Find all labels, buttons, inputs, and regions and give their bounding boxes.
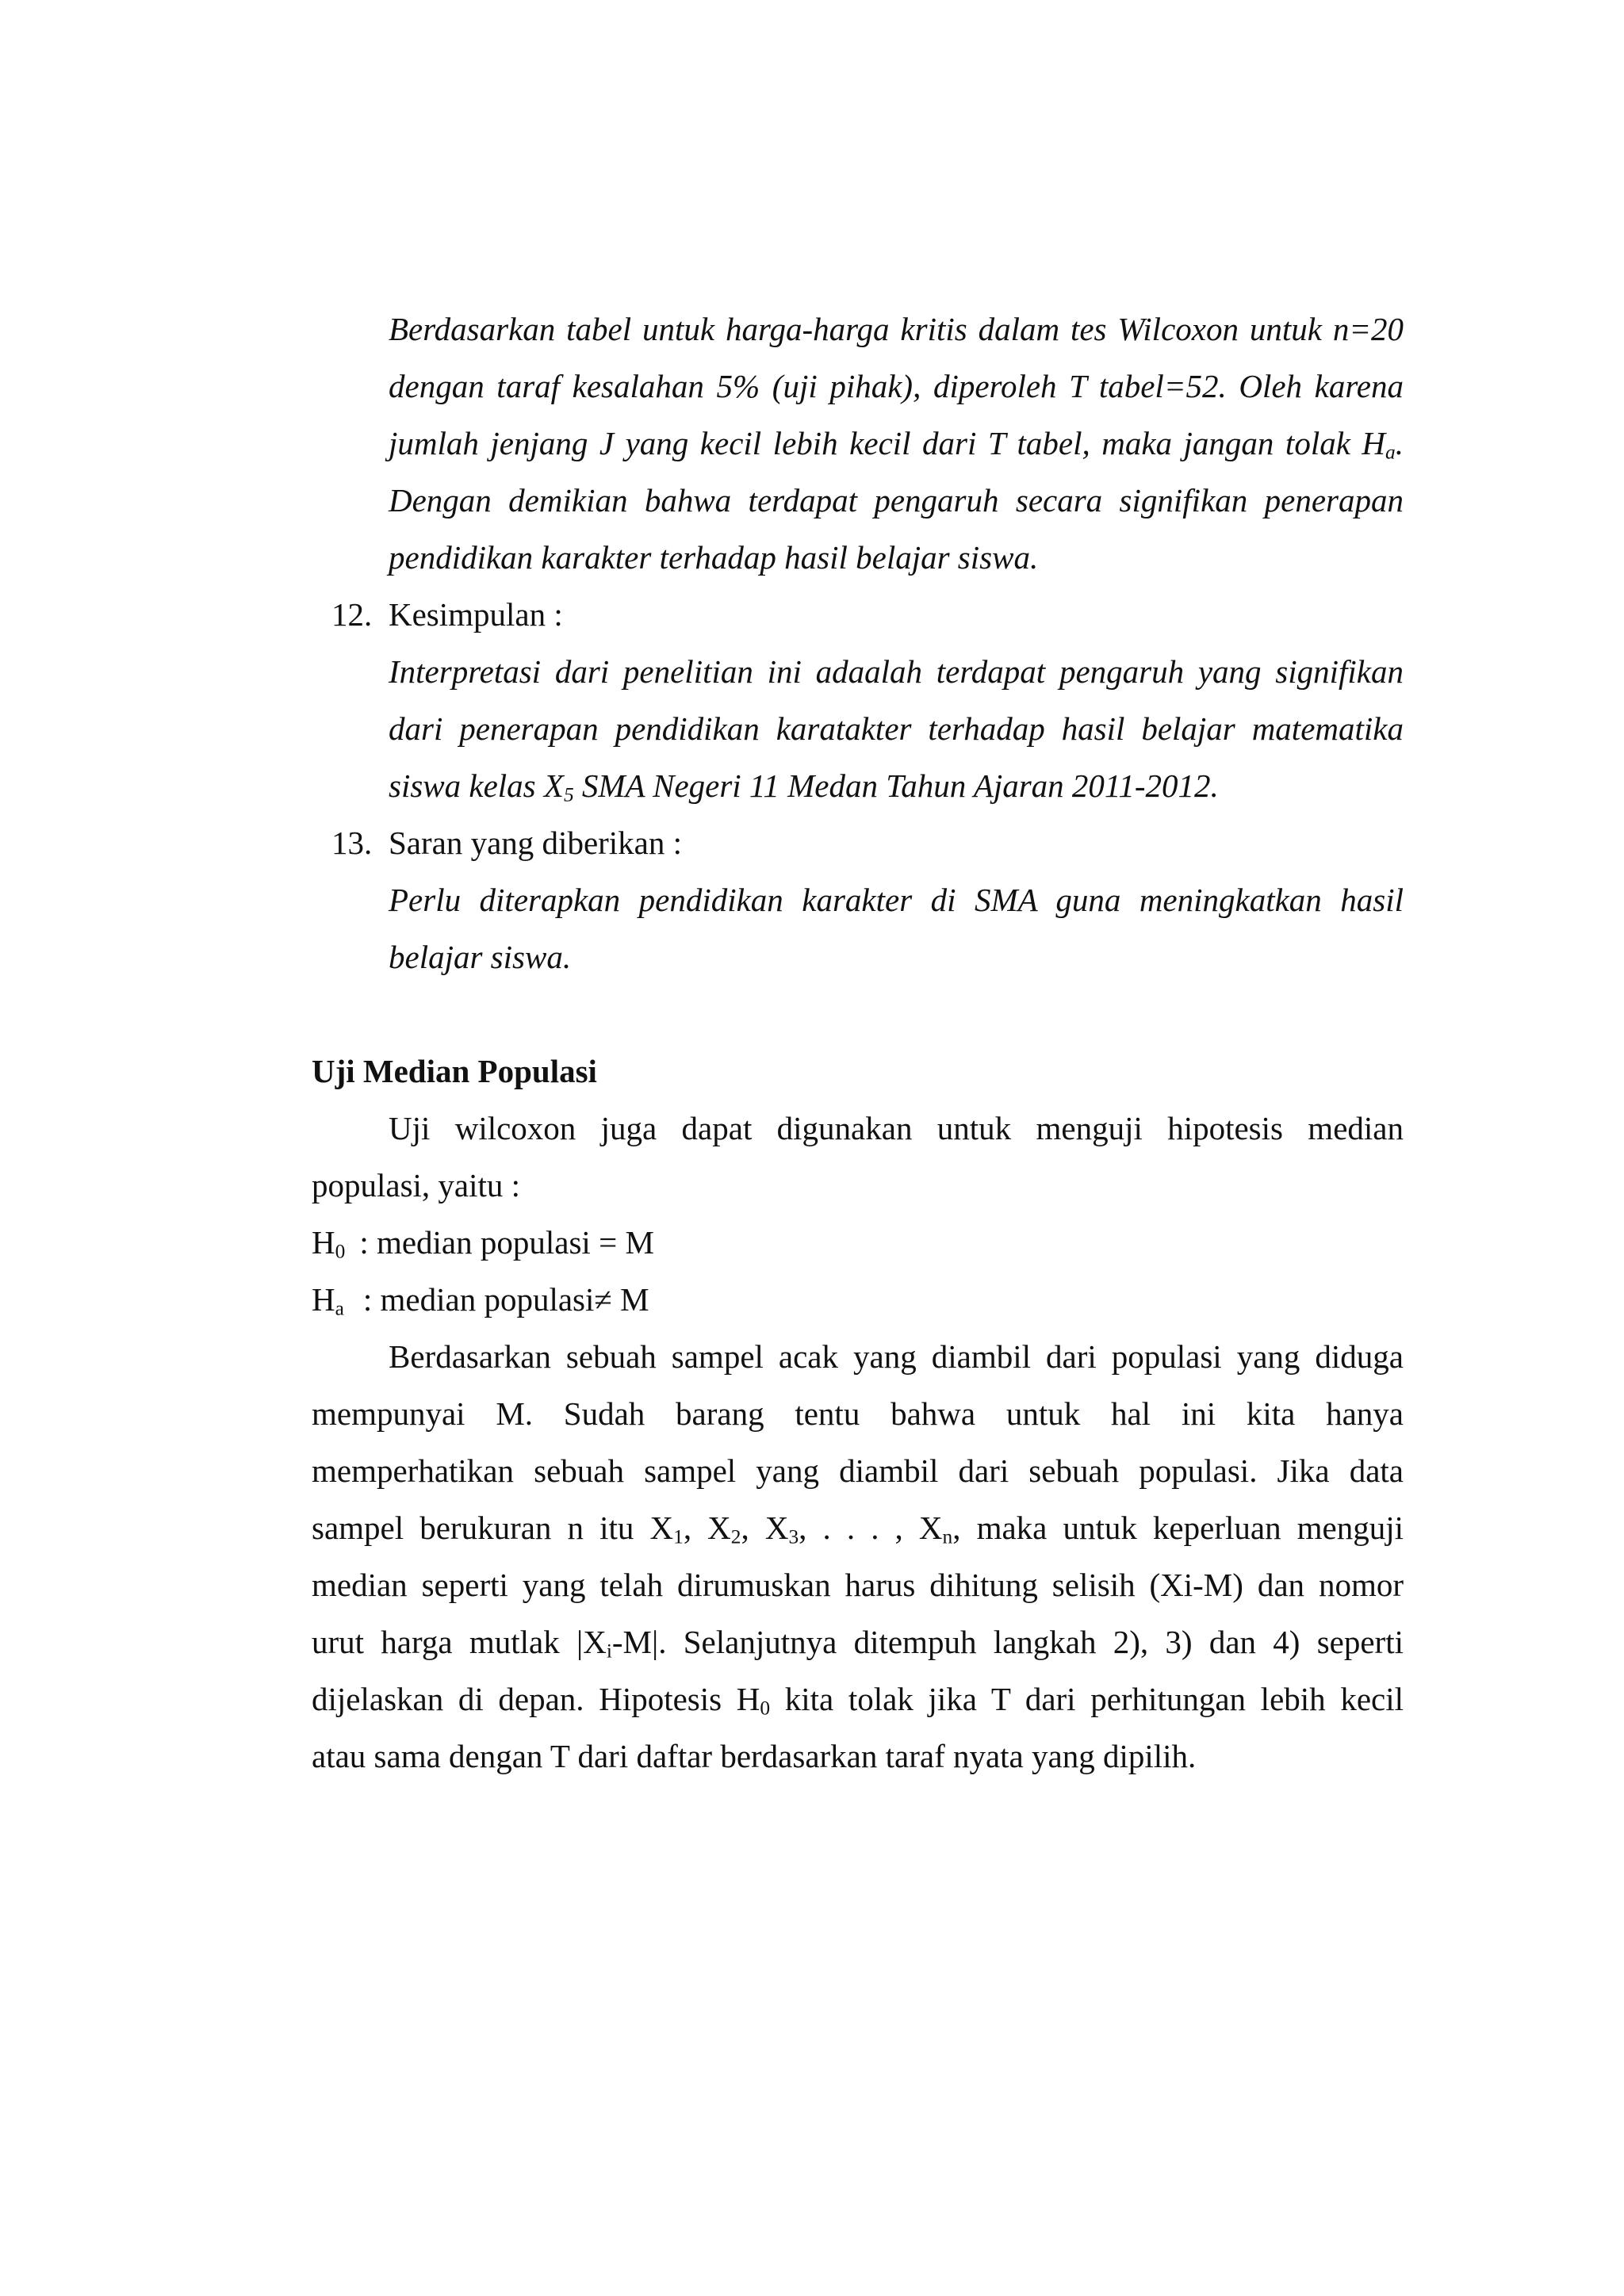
continuation-line-4: Dengan demikian bahwa terdapat pengaruh secara signifikan penerapan [389, 482, 1404, 519]
section-title: Uji Median Populasi [312, 1053, 597, 1089]
continuation-line-2: dengan taraf kesalahan 5% (uji pihak), diperoleh T tabel=52. Oleh karena [389, 368, 1404, 404]
paragraph-line-3: memperhatikan sebuah sampel yang diambil dari sebuah populasi. Jika data [312, 1452, 1404, 1489]
continuation-line-1: Berdasarkan tabel untuk harga-harga kritis dalam tes Wilcoxon untuk n=20 [389, 311, 1404, 347]
item-13-line-1: Perlu diterapkan pendidikan karakter di SMA guna meningkatkan hasil [389, 882, 1404, 918]
item-12-line-1: Interpretasi dari penelitian ini adaalah terdapat pengaruh yang signifikan [389, 653, 1404, 690]
paragraph-line-4: sampel berukuran n itu $X_1$, $X_2$, $X_3$, . . . , $X_n$, maka untuk keperluan menguji [312, 1510, 1404, 1548]
paragraph-line-5: median seperti yang telah dirumuskan harus dihitung selisih (Xi-M) dan nomor [312, 1567, 1404, 1603]
item-12-heading: Kesimpulan : [389, 596, 563, 633]
item-13-line-2: belajar siswa. [389, 939, 572, 975]
hypothesis-ha: $H_a$ : median populasi≠ M [312, 1281, 649, 1320]
item-12-line-3: siswa kelas $X_5$ SMA Negeri 11 Medan Tahun Ajaran 2011-2012. [389, 767, 1219, 806]
continuation-line-3: jumlah jenjang J yang kecil lebih kecil dari T tabel, maka jangan tolak $H_a$. [389, 425, 1404, 464]
continuation-line-5: pendidikan karakter terhadap hasil belajar siswa. [389, 539, 1039, 576]
paragraph-line-8: atau sama dengan T dari daftar berdasarkan taraf nyata yang dipilih. [312, 1738, 1197, 1774]
paragraph-line-1: Berdasarkan sebuah sampel acak yang diambil dari populasi yang diduga [389, 1338, 1404, 1375]
paragraph-line-7: dijelaskan di depan. Hipotesis $H_0$ kita tolak jika T dari perhitungan lebih kecil [312, 1681, 1404, 1720]
intro-line-1: Uji wilcoxon juga dapat digunakan untuk menguji hipotesis median [389, 1110, 1404, 1146]
item-12-line-2: dari penerapan pendidikan karatakter terhadap hasil belajar matematika [389, 710, 1404, 747]
hypothesis-h0: $H_0$ : median populasi = M [312, 1224, 654, 1263]
item-13-heading: Saran yang diberikan : [389, 825, 683, 861]
paragraph-line-2: mempunyai M. Sudah barang tentu bahwa untuk hal ini kita hanya [312, 1395, 1404, 1432]
item-13-number: 13. [331, 825, 373, 861]
intro-line-2: populasi, yaitu : [312, 1167, 521, 1203]
paragraph-line-6: urut harga mutlak $|X_i-M|$. Selanjutnya ditempuh langkah 2), 3) dan 4) seperti [312, 1624, 1404, 1663]
item-12-number: 12. [331, 596, 373, 633]
